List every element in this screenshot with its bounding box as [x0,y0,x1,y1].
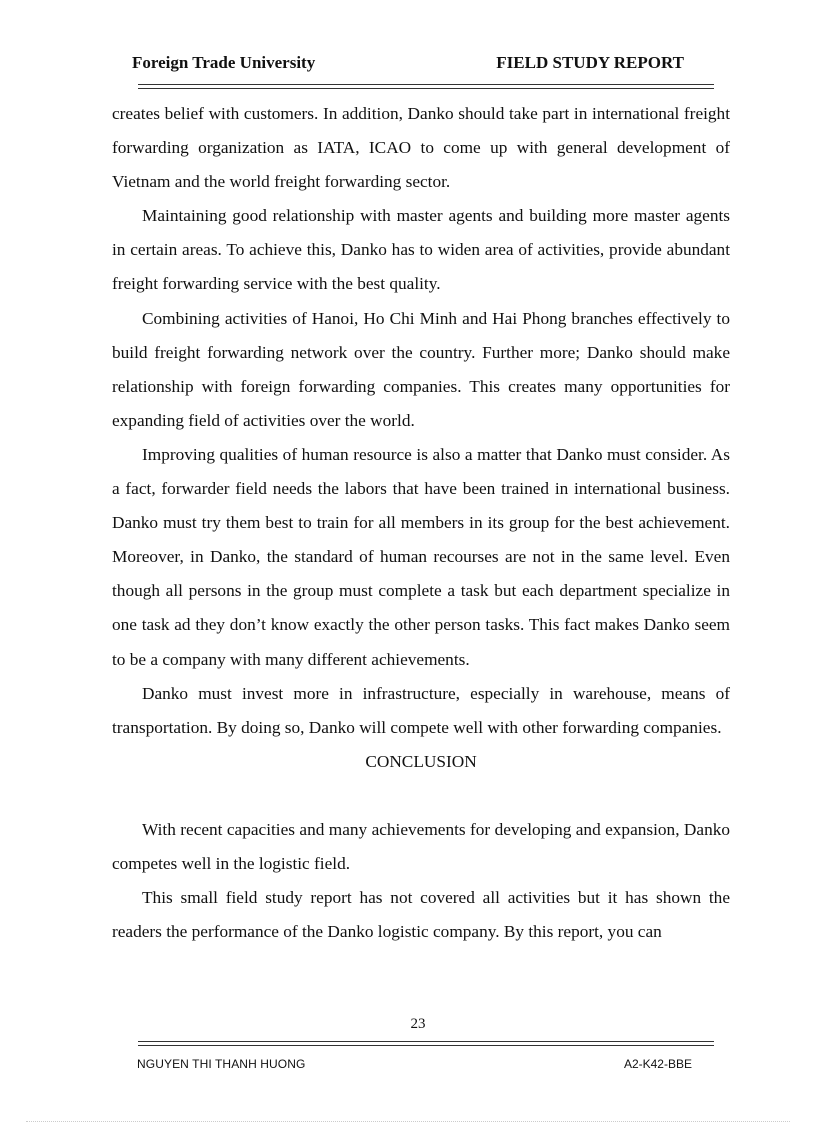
conclusion-paragraph-summary: This small field study report has not covered all activities but it has shown the readers the performance of the Danko logistic company. By this report, you can [112,888,730,942]
report-title: FIELD STUDY REPORT [496,53,684,72]
conclusion-heading: CONCLUSION [365,751,477,771]
header-divider [138,84,714,89]
paragraph-continued: creates belief with customers. In addition, Danko should take part in international freight forwarding organization as IATA, ICAO to come up with general development of Vietnam and the world freight forwarding sector. [112,104,730,192]
university-name: Foreign Trade University [132,53,316,72]
footer-divider [138,1041,714,1046]
paragraph-infrastructure: Danko must invest more in infrastructure, especially in warehouse, means of transportation. By doing so, Danko will compete well with other forwarding companies. [112,683,730,737]
page-header [132,53,684,77]
class-code: A2-K42-BBE [623,1057,692,1071]
paragraph-branches: Combining activities of Hanoi, Ho Chi Minh and Hai Phong branches effectively to build freight forwarding network over the country. Further more; Danko should make relationship with foreign forwarding companies. This creates many opportunities for expanding field of activities over the world. [112,308,730,430]
paragraph-master-agents: Maintaining good relationship with master agents and building more master agents in certain areas. To achieve this, Danko has to widen area of activities, provide abundant freight forwarding service with the best quality. [112,206,730,294]
conclusion-paragraph-capacities: With recent capacities and many achievements for developing and expansion, Danko competes well in the logistic field. [112,819,730,873]
report-body [112,97,730,949]
paragraph-human-resource: Improving qualities of human resource is also a matter that Danko must consider. As a fact, forwarder field needs the labors that have been trained in international business. Danko must try them best to train for all members in its group for the best achievement. Moreover, in Danko, the standard of human recourses are not in the same level. Even though all persons in the group must complete a task but each department specialize in one task ad they don’t know exactly the other person tasks. This fact makes Danko seem to be a company with many different achievements. [112,444,730,669]
page-edge-divider [26,1121,790,1122]
author-name: NGUYEN THI THANH HUONG [137,1057,306,1071]
page-number: 23 [410,1016,426,1032]
